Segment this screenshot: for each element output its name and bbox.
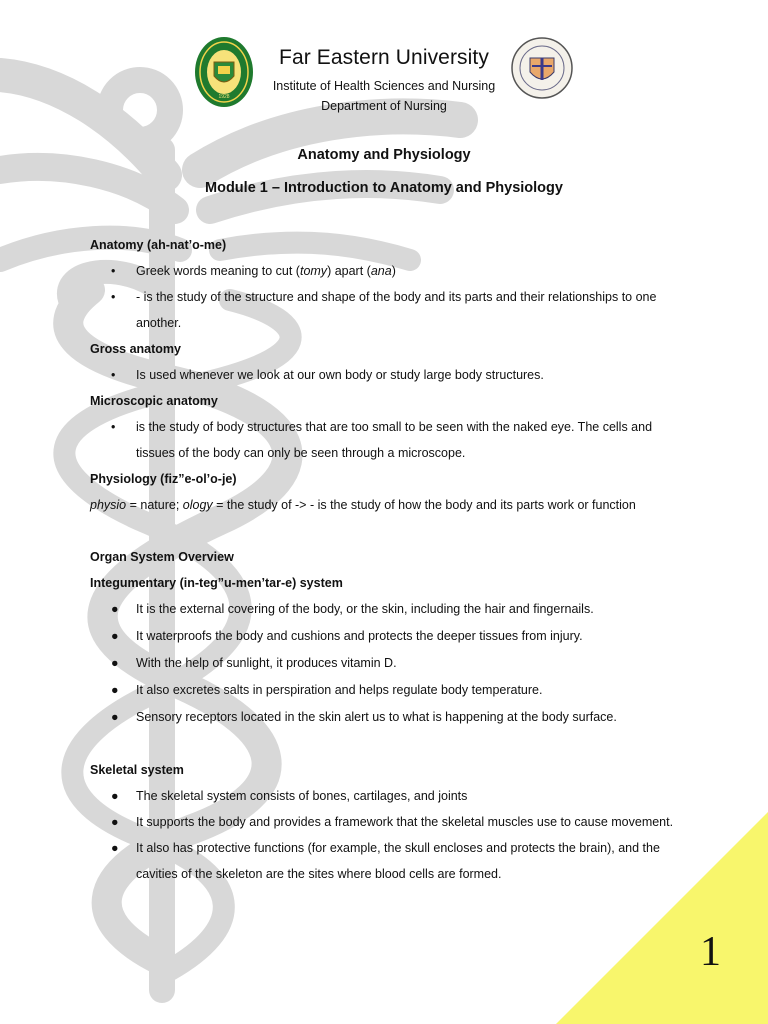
anatomy-term-ana: ana <box>370 264 392 278</box>
list-item <box>90 809 690 835</box>
gross-anatomy-heading: Gross anatomy <box>90 342 182 356</box>
bullet-icon: ● <box>111 789 119 803</box>
anatomy-term-tomy: tomy <box>299 264 328 278</box>
physiology-heading: Physiology (fiz”e-ol’o-je) <box>90 472 237 486</box>
bullet-icon: ● <box>111 683 119 697</box>
skeletal-bullet-1: The skeletal system consists of bones, cartilages, and joints <box>136 789 468 803</box>
skeletal-heading: Skeletal system <box>90 763 184 777</box>
bullet-icon: • <box>111 368 116 382</box>
list-item <box>90 414 690 466</box>
nursing-seal-logo-icon <box>510 36 574 100</box>
microscopic-anatomy-bullet: is the study of body structures that are too small to be seen with the naked eye. The cells and tissues of the body can only be seen through a microscope. <box>136 420 653 460</box>
module-title: Module 1 – Introduction to Anatomy and Physiology <box>205 180 563 196</box>
list-item <box>90 258 690 284</box>
anatomy-bullet-1-post: ) <box>391 264 396 278</box>
physiology-term-physio: physio <box>90 498 127 512</box>
physiology-text-1: = nature; <box>126 498 183 512</box>
bullet-icon: • <box>111 420 116 434</box>
page-number: 1 <box>700 929 721 975</box>
bullet-icon: ● <box>111 656 119 670</box>
list-item <box>90 362 690 388</box>
institute-name: Institute of Health Sciences and Nursing <box>272 79 496 93</box>
bullet-icon: ● <box>111 602 119 616</box>
spacer <box>90 518 690 544</box>
bullet-icon: • <box>111 264 116 278</box>
list-item <box>90 783 690 809</box>
physiology-text-2: = the study of -> - is the study of how the body and its parts work or function <box>212 498 636 512</box>
spacer <box>90 731 690 757</box>
list-item <box>90 596 690 623</box>
department-name: Department of Nursing <box>321 99 447 113</box>
anatomy-bullet-2: - is the study of the structure and shape of the body and its parts and their relationships to one another. <box>136 290 657 330</box>
list-item <box>90 835 690 887</box>
organ-system-heading: Organ System Overview <box>90 550 234 564</box>
integumentary-bullet-1: It is the external covering of the body, or the skin, including the hair and fingernails. <box>136 602 594 616</box>
section-anatomy <box>90 232 690 887</box>
list-item <box>90 650 690 677</box>
feu-seal-logo-icon <box>194 36 254 108</box>
bullet-icon: ● <box>111 841 119 855</box>
course-title: Anatomy and Physiology <box>297 147 471 163</box>
microscopic-anatomy-heading: Microscopic anatomy <box>90 394 218 408</box>
gross-anatomy-bullet: Is used whenever we look at our own body or study large body structures. <box>136 368 544 382</box>
integumentary-bullet-3: With the help of sunlight, it produces vitamin D. <box>136 656 397 670</box>
physiology-definition <box>90 492 690 518</box>
integumentary-heading: Integumentary (in-teg”u-men’tar-e) system <box>90 576 343 590</box>
document-header <box>0 36 768 116</box>
bullet-icon: • <box>111 290 116 304</box>
integumentary-bullet-2: It waterproofs the body and cushions and protects the deeper tissues from injury. <box>136 629 583 643</box>
anatomy-heading: Anatomy (ah-nat’o-me) <box>90 238 227 252</box>
university-name: Far Eastern University <box>279 46 489 69</box>
integumentary-bullet-4: It also excretes salts in perspiration and helps regulate body temperature. <box>136 683 543 697</box>
physiology-term-ology: ology <box>182 498 213 512</box>
integumentary-list <box>90 596 690 731</box>
list-item <box>90 623 690 650</box>
anatomy-bullet-1-pre: Greek words meaning to cut ( <box>136 264 300 278</box>
list-item <box>90 704 690 731</box>
bullet-icon: ● <box>111 629 119 643</box>
list-item <box>90 677 690 704</box>
list-item <box>90 284 690 336</box>
svg-text:1928: 1928 <box>218 94 230 100</box>
skeletal-bullet-3: It also has protective functions (for example, the skull encloses and protects the brain), and the cavities of the skeleton are the sites where blood cells are formed. <box>136 841 660 881</box>
skeletal-bullet-2: It supports the body and provides a framework that the skeletal muscles use to cause movement. <box>136 815 674 829</box>
bullet-icon: ● <box>111 710 119 724</box>
integumentary-bullet-5: Sensory receptors located in the skin alert us to what is happening at the body surface. <box>136 710 617 724</box>
bullet-icon: ● <box>111 815 119 829</box>
anatomy-bullet-1-mid: ) apart ( <box>327 264 371 278</box>
